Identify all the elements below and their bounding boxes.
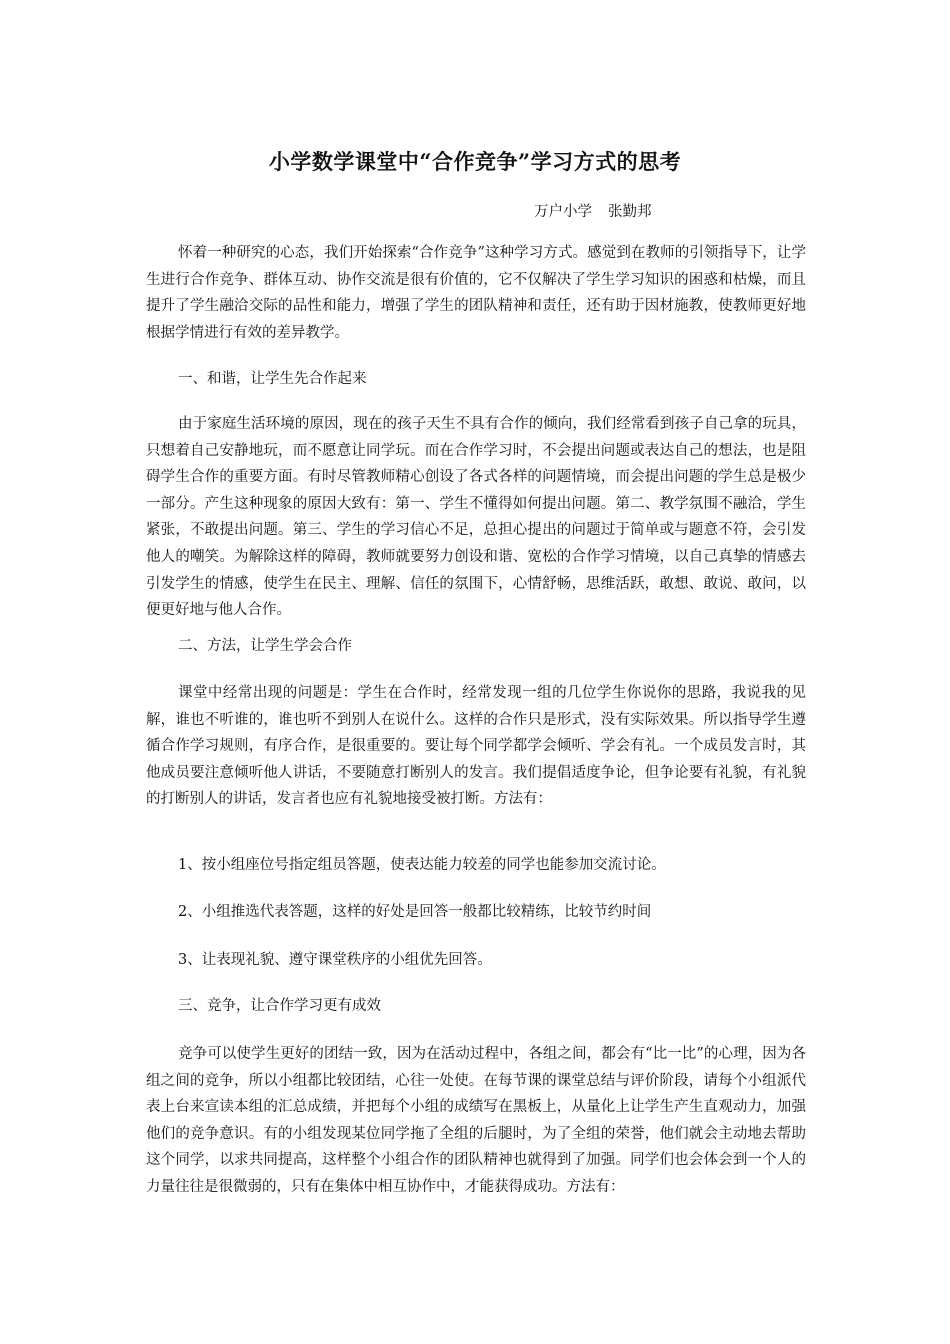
section-2-heading: 二、方法，让学生学会合作 [178, 638, 352, 654]
author-line [534, 200, 652, 221]
section-3-heading: 三、竞争，让合作学习更有成效 [178, 998, 381, 1014]
list-item: 1、按小组座位号指定组员答题，使表达能力较差的同学也能参加交流讨论。 [178, 857, 666, 873]
intro-paragraph: 怀着一种研究的心态，我们开始探索“合作竞争”这种学习方式。感觉到在教师的引领指导下，让学生进行合作竞争、群体互动、协作交流是很有价值的，它不仅解决了学生学习知识的困惑和枯燥，而且提升了学生融洽交际的品性和能力，增强了学生的团队精神和责任，还有助于因材施教，使教师更好地根据学情进行有效的差异教学。 [146, 245, 806, 341]
section-2-paragraph: 课堂中经常出现的问题是：学生在合作时，经常发现一组的几位学生你说你的思路，我说我的见解，谁也不听谁的，谁也听不到别人在说什么。这样的合作只是形式，没有实际效果。所以指导学生遵循合作学习规则，有序合作，是很重要的。要让每个同学都学会倾听、学会有礼。一个成员发言时，其他成员要注意倾听他人讲话，不要随意打断别人的发言。我们提倡适度争论，但争论要有礼貌，有礼貌的打断别人的讲话，发言者也应有礼貌地接受被打断。方法有： [146, 685, 806, 808]
section-1-paragraph: 由于家庭生活环境的原因，现在的孩子天生不具有合作的倾向，我们经常看到孩子自己拿的玩具，只想着自己安静地玩，而不愿意让同学玩。而在合作学习时，不会提出问题或表达自己的想法，也是阻碍学生合作的重要方面。有时尽管教师精心创设了各式各样的问题情境，而会提出问题的学生总是极少一部分。产生这种现象的原因大致有：第一、学生不懂得如何提出问题。第二、教学氛围不融洽，学生紧张，不敢提出问题。第三、学生的学习信心不足，总担心提出的问题过于简单或与题意不符，会引发他人的嘲笑。为解除这样的障碍，教师就要努力创设和谐、宽松的合作学习情境，以自己真挚的情感去引发学生的情感，使学生在民主、理解、信任的氛围下，心情舒畅，思维活跃，敢想、敢说、敢问，以便更好地与他人合作。 [146, 416, 806, 619]
author-school: 万户小学 [534, 204, 592, 220]
list-item: 3、让表现礼貌、遵守课堂秩序的小组优先回答。 [178, 952, 492, 968]
list-item: 2、小组推选代表答题，这样的好处是回答一般都比较精练，比较节约时间 [178, 904, 652, 920]
section-1-heading: 一、和谐，让学生先合作起来 [178, 371, 367, 387]
section-3-paragraph: 竞争可以使学生更好的团结一致，因为在活动过程中，各组之间，都会有“比一比”的心理，因为各组之间的竞争，所以小组都比较团结，心往一处使。在每节课的课堂总结与评价阶段，请每个小组派代表上台来宣读本组的汇总成绩，并把每个小组的成绩写在黑板上，从量化上让学生产生直观动力，加强他们的竞争意识。有的小组发现某位同学拖了全组的后腿时，为了全组的荣誉，他们就会主动地去帮助这个同学，以求共同提高，这样整个小组合作的团队精神也就得到了加强。同学们也会体会到一个人的力量往往是很微弱的，只有在集体中相互协作中，才能获得成功。方法有： [146, 1046, 806, 1195]
document-title: 小学数学课堂中“合作竞争”学习方式的思考 [268, 149, 682, 174]
author-name: 张勤邦 [608, 204, 652, 220]
